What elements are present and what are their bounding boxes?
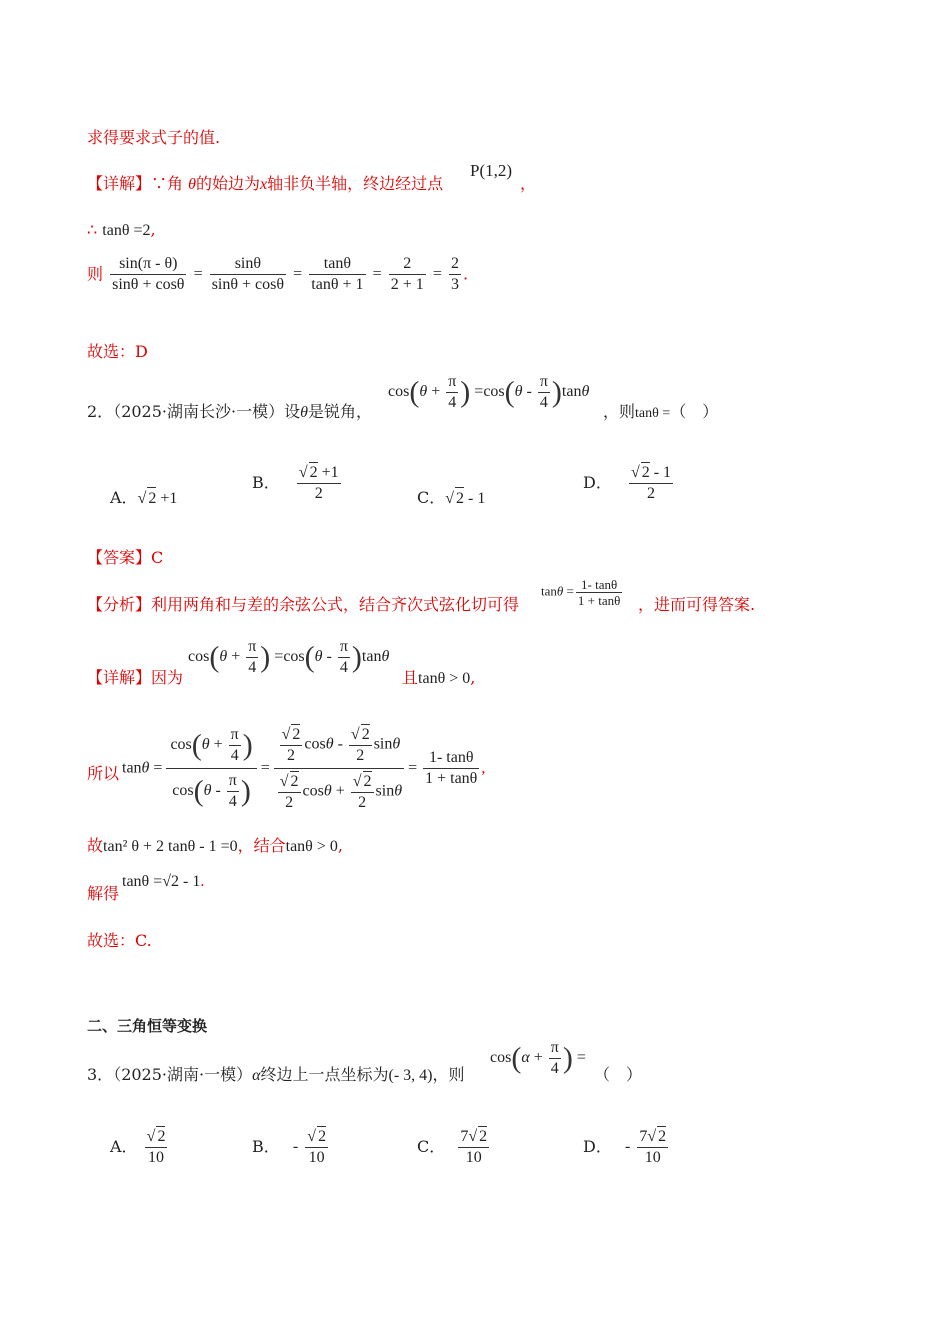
q2-option-b[interactable]: B． $\frac{√ 2 +1}{2}$ xyxy=(252,464,339,502)
q1-detail-line xyxy=(87,173,443,196)
q2-analysis: 【分析】利用两角和与差的余弦公式，结合齐次式弦化切可得 xyxy=(87,595,520,614)
analysis-formula: tanθ = $\frac{1- \tan\theta}{1 + \tan\theta}$ xyxy=(541,577,621,608)
q2-option-d[interactable]: D． $\frac{√ 2 - 1}{2}$ xyxy=(583,464,672,502)
q2-blank: （ ） xyxy=(670,402,719,421)
q3-expression: cos(α + $\frac{\pi}{4}$ ) = xyxy=(490,1039,586,1077)
q2-ask: ，则tanθ =（ ） xyxy=(603,402,719,421)
q3-option-c[interactable]: C． $\frac{7√ 2}{10}$ xyxy=(417,1128,488,1166)
fraction-2: $\frac{\sin\theta}{\sin\theta + \cos\theta}$ xyxy=(211,255,285,293)
quadratic-line: 故tan² θ + 2 tanθ - 1 =0，结合tanθ > 0, xyxy=(87,836,343,855)
q2-choice: 故选：C. xyxy=(87,931,152,950)
q2-detail-cond: 且tanθ > 0, xyxy=(402,668,476,687)
q3-option-b[interactable]: B． - $\frac{√ 2}{10}$ xyxy=(252,1128,327,1166)
detail-text-1: 的始边为 xyxy=(195,174,260,193)
q1-choice: 故选：D xyxy=(87,342,148,361)
comma: ， xyxy=(520,174,537,193)
so-label: 所以 xyxy=(87,764,120,783)
q2-derivation: tanθ = cos(θ + $\frac{\pi}{4}$ ) cos(θ - $\frac{\pi}{4}$ ) = $\frac{√ 2}{2}$ cosθ - $\frac{√ 2}{2}$ sinθ $\frac{√ 2}{2}$ cosθ + $\frac{√ 2}{2}$ sinθ = $\frac{1- \tan\theta}{1 + \tan\theta}$ , xyxy=(122,722,485,815)
q3-stem: 3．（2025·湖南·一模）α终边上一点坐标为(- 3, 4)，则 xyxy=(87,1065,465,1084)
because-text: ∵角 xyxy=(151,174,184,193)
therefore-symbol: ∴ xyxy=(87,220,98,239)
tan-value: tanθ =2 xyxy=(102,222,151,239)
q3-option-d[interactable]: D． - $\frac{7√ 2}{10}$ xyxy=(583,1128,667,1166)
x-axis-symbol: x xyxy=(260,176,268,193)
q2-text-1: 设 xyxy=(284,402,301,421)
detail-tag: 【详解】 xyxy=(87,174,152,193)
fraction-chain: 则 $\frac{\sin(\pi - \theta)}{\sin\theta + \cos\theta}$ = $\frac{\sin\theta}{\sin\theta + \cos\theta}$ = $\frac{\tan\theta}{\tan\theta + 1}$ = $\frac{2}{2 + 1}$ = $\frac{2}{3}$ . xyxy=(87,255,469,293)
fraction-1: $\frac{\sin(\pi - \theta)}{\sin\theta + \cos\theta}$ xyxy=(112,255,185,293)
q2-option-c[interactable]: C．√ 2 - 1 xyxy=(417,487,485,510)
q2-number: 2． xyxy=(87,402,114,421)
solution: tanθ =√2 - 1. xyxy=(122,873,205,890)
q3-option-a[interactable]: A． $\frac{√ 2}{10}$ xyxy=(110,1128,166,1166)
fraction-5: $\frac{2}{3}$ xyxy=(450,255,459,293)
q2-answer: 【答案】C xyxy=(87,548,164,567)
q2-text-2: 是锐角， xyxy=(307,402,372,421)
analysis-tail: ，进而可得答案. xyxy=(638,595,756,614)
section-title: 二、三角恒等变换 xyxy=(87,1017,208,1035)
fraction-3: $\frac{\tan\theta}{\tan\theta + 1}$ xyxy=(311,255,364,293)
q3-blank: （ ） xyxy=(594,1065,643,1084)
q2-equation: cos(θ + $\frac{\pi}{4}$ ) =cos(θ - $\frac{\pi}{4}$ )tanθ xyxy=(388,373,590,411)
solve-label: 解得 xyxy=(87,884,120,903)
theta-symbol: θ xyxy=(188,176,196,193)
intro-text: 求得要求式子的值. xyxy=(87,128,221,147)
q2-option-a[interactable]: A．√ 2 +1 xyxy=(110,487,177,510)
then-text: 则 xyxy=(87,264,104,284)
point-p: P(1,2) xyxy=(470,161,513,180)
fraction-4: $\frac{2}{2 + 1}$ xyxy=(390,255,424,293)
detail-text-2: 轴非负半轴，终边经过点 xyxy=(267,174,444,193)
q2-detail: 【详解】因为 xyxy=(87,668,184,687)
q2-detail-equation: cos(θ + $\frac{\pi}{4}$ ) =cos(θ - $\frac{\pi}{4}$ )tanθ xyxy=(188,638,390,676)
q2-stem: 2．（2025·湖南长沙·一模）设θ是锐角， xyxy=(87,402,372,421)
q2-source: （2025·湖南长沙·一模） xyxy=(113,402,285,421)
tan-equals-2-line: ∴ tanθ =2, xyxy=(87,220,156,239)
